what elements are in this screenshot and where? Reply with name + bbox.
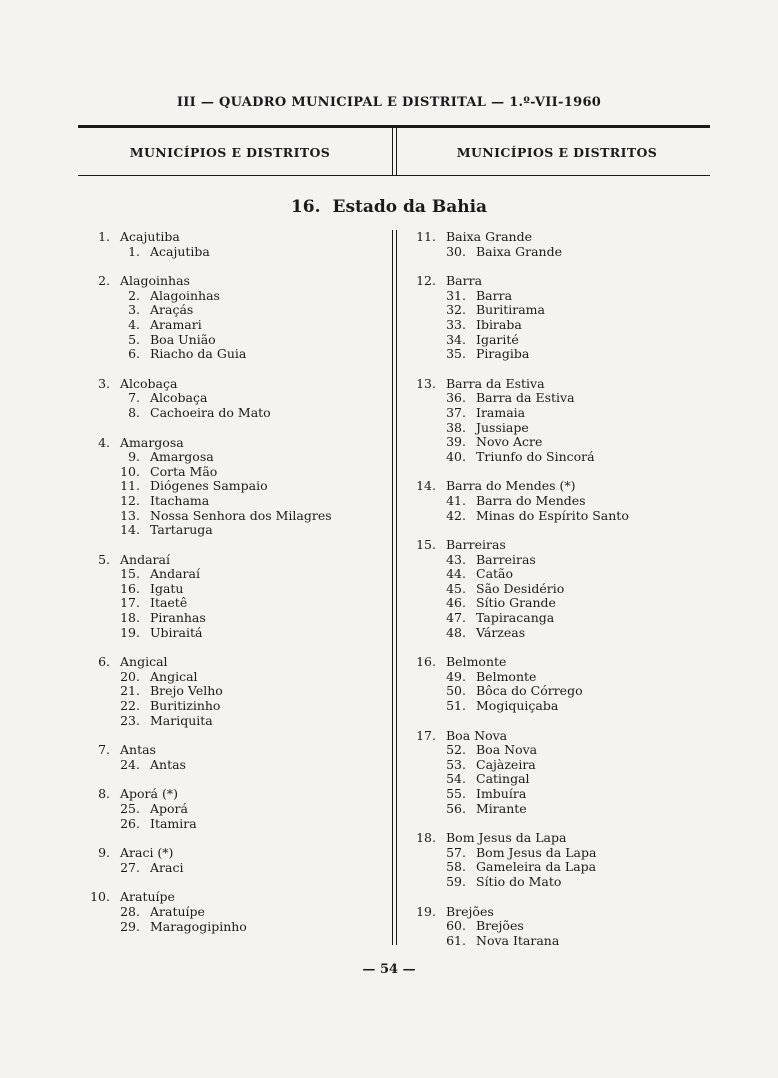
district-name: Araci xyxy=(150,859,184,875)
district-name: Novo Acre xyxy=(476,434,543,450)
district-number: 51. xyxy=(446,698,466,714)
municipality-name: Alagoinhas xyxy=(120,273,190,289)
municipality-number: 3. xyxy=(98,375,110,391)
district-line xyxy=(82,347,382,362)
district-line xyxy=(82,758,382,773)
municipality-line xyxy=(408,230,708,245)
municipality-entry xyxy=(82,436,382,538)
district-name: Cachoeira do Mato xyxy=(150,404,271,420)
municipality-entry xyxy=(408,831,708,889)
district-number: 21. xyxy=(120,683,140,699)
district-line xyxy=(408,347,708,362)
district-name: Acajutiba xyxy=(150,243,210,259)
municipality-number: 16. xyxy=(416,654,436,670)
district-name: Tartaruga xyxy=(150,522,213,538)
district-line xyxy=(82,567,382,582)
district-number: 38. xyxy=(446,419,466,435)
state-number: 16. xyxy=(290,197,321,217)
header-rule-thin xyxy=(78,175,710,176)
district-number: 4. xyxy=(128,316,140,332)
district-name: Buritizinho xyxy=(150,698,221,714)
district-number: 40. xyxy=(446,448,466,464)
district-number: 5. xyxy=(128,331,140,347)
district-line xyxy=(408,245,708,260)
district-name: Baixa Grande xyxy=(476,243,562,259)
district-name: Araçás xyxy=(150,302,194,318)
municipality-number: 6. xyxy=(98,654,110,670)
municipality-line xyxy=(82,230,382,245)
municipality-line xyxy=(408,274,708,289)
municipality-name: Acajutiba xyxy=(120,229,180,244)
district-line xyxy=(82,817,382,832)
district-line xyxy=(82,523,382,538)
municipality-name: Alcobaça xyxy=(120,375,178,391)
district-number: 27. xyxy=(120,859,140,875)
municipality-entry xyxy=(408,729,708,817)
district-line xyxy=(408,421,708,436)
municipality-name: Boa Nova xyxy=(446,727,508,743)
district-name: Barra xyxy=(476,287,513,303)
municipality-entry xyxy=(408,905,708,949)
district-name: Cajàzeira xyxy=(476,756,536,772)
municipality-number: 5. xyxy=(98,551,110,567)
district-line xyxy=(408,846,708,861)
municipality-line xyxy=(408,905,708,920)
municipality-number: 17. xyxy=(416,727,436,743)
municipality-name: Barreiras xyxy=(446,537,506,553)
municipality-name: Baixa Grande xyxy=(446,229,532,244)
municipality-name: Barra xyxy=(446,273,483,289)
header-divider xyxy=(396,128,397,175)
district-name: Aramari xyxy=(150,316,202,332)
district-name: Catingal xyxy=(476,771,530,787)
district-line xyxy=(408,567,708,582)
district-number: 39. xyxy=(446,434,466,450)
district-number: 48. xyxy=(446,624,466,640)
district-number: 18. xyxy=(120,610,140,626)
municipality-entry xyxy=(82,377,382,421)
state-name: Estado da Bahia xyxy=(332,197,488,217)
district-line xyxy=(408,919,708,934)
municipality-line xyxy=(408,479,708,494)
district-name: Alagoinhas xyxy=(150,287,220,303)
district-number: 7. xyxy=(128,390,140,406)
district-number: 32. xyxy=(446,302,466,318)
district-name: Nossa Senhora dos Milagres xyxy=(150,507,332,523)
municipality-number: 2. xyxy=(98,273,110,289)
municipality-entry xyxy=(82,846,382,875)
district-number: 49. xyxy=(446,668,466,684)
municipality-number: 14. xyxy=(416,478,436,494)
district-number: 55. xyxy=(446,786,466,801)
district-number: 46. xyxy=(446,595,466,611)
municipality-number: 4. xyxy=(98,434,110,450)
district-number: 14. xyxy=(120,522,140,538)
district-name: Mariquita xyxy=(150,712,213,728)
district-line xyxy=(408,509,708,524)
district-number: 52. xyxy=(446,742,466,758)
district-name: Sítio do Mato xyxy=(476,873,562,889)
district-number: 54. xyxy=(446,771,466,787)
municipality-number: 12. xyxy=(416,273,436,289)
municipality-number: 8. xyxy=(98,786,110,802)
district-name: Buritirama xyxy=(476,302,545,318)
municipality-line xyxy=(408,655,708,670)
district-line xyxy=(408,318,708,333)
district-name: Tapiracanga xyxy=(476,610,555,626)
municipality-line xyxy=(408,377,708,392)
page-number: — 54 — xyxy=(362,962,416,977)
district-number: 47. xyxy=(446,610,466,626)
district-name: Igatu xyxy=(150,580,184,596)
district-name: Itaetê xyxy=(150,595,188,611)
district-number: 44. xyxy=(446,566,466,582)
district-name: Piragiba xyxy=(476,346,530,362)
district-number: 41. xyxy=(446,492,466,508)
district-name: Iramaia xyxy=(476,404,526,420)
district-line xyxy=(82,509,382,524)
header-divider xyxy=(392,128,393,175)
municipality-line xyxy=(408,729,708,744)
district-number: 34. xyxy=(446,331,466,347)
district-line xyxy=(82,905,382,920)
district-number: 16. xyxy=(120,580,140,596)
district-line xyxy=(408,934,708,949)
district-number: 13. xyxy=(120,507,140,523)
municipality-entry xyxy=(408,655,708,713)
district-name: Angical xyxy=(150,668,198,684)
municipality-entry xyxy=(408,377,708,465)
district-name: Corta Mão xyxy=(150,463,218,479)
district-name: Antas xyxy=(150,756,186,772)
municipality-line xyxy=(82,436,382,451)
district-number: 24. xyxy=(120,756,140,772)
district-line xyxy=(408,333,708,348)
district-number: 42. xyxy=(446,507,466,523)
district-number: 15. xyxy=(120,566,140,582)
district-line xyxy=(82,245,382,260)
district-line xyxy=(82,465,382,480)
district-name: Andaraí xyxy=(150,566,200,582)
municipality-number: 1. xyxy=(98,229,110,244)
district-number: 28. xyxy=(120,903,140,919)
district-number: 19. xyxy=(120,624,140,640)
district-number: 30. xyxy=(446,243,466,259)
municipality-name: Amargosa xyxy=(120,434,184,450)
district-name: Mirante xyxy=(476,800,527,816)
district-line xyxy=(408,596,708,611)
municipality-name: Barra do Mendes (*) xyxy=(446,478,576,494)
municipality-name: Brejões xyxy=(446,903,494,919)
district-number: 33. xyxy=(446,316,466,332)
district-line xyxy=(408,435,708,450)
district-number: 12. xyxy=(120,492,140,508)
district-line xyxy=(408,860,708,875)
district-number: 2. xyxy=(128,287,140,303)
municipality-name: Belmonte xyxy=(446,654,507,670)
district-line xyxy=(408,626,708,641)
district-line xyxy=(82,318,382,333)
municipality-name: Araci (*) xyxy=(120,845,174,861)
district-line xyxy=(82,684,382,699)
column-divider xyxy=(396,230,397,945)
district-line xyxy=(408,450,708,465)
municipality-entry xyxy=(408,274,708,362)
municipality-number: 11. xyxy=(416,229,436,244)
district-line xyxy=(82,596,382,611)
district-line xyxy=(408,553,708,568)
district-line xyxy=(82,406,382,421)
district-name: Mogiquiçaba xyxy=(476,698,559,714)
municipality-entry xyxy=(82,743,382,772)
district-line xyxy=(408,391,708,406)
district-line xyxy=(82,479,382,494)
district-name: Aratuípe xyxy=(150,903,205,919)
right-column xyxy=(408,230,708,963)
district-line xyxy=(82,391,382,406)
district-line xyxy=(408,289,708,304)
district-name: Catão xyxy=(476,566,514,582)
district-number: 6. xyxy=(128,346,140,362)
district-number: 20. xyxy=(120,668,140,684)
district-name: Belmonte xyxy=(476,668,537,684)
district-name: Boa União xyxy=(150,331,216,347)
district-line xyxy=(408,611,708,626)
district-number: 58. xyxy=(446,859,466,875)
district-name: Bom Jesus da Lapa xyxy=(476,844,597,860)
district-name: Amargosa xyxy=(150,449,214,465)
district-name: Igarité xyxy=(476,331,519,347)
column-heading-right: MUNICÍPIOS E DISTRITOS xyxy=(456,145,658,160)
municipality-entry xyxy=(408,230,708,259)
municipality-entry xyxy=(82,890,382,934)
district-line xyxy=(82,303,382,318)
municipality-entry xyxy=(82,787,382,831)
municipality-name: Angical xyxy=(120,654,168,670)
district-name: Sítio Grande xyxy=(476,595,556,611)
municipality-entry xyxy=(82,230,382,259)
district-line xyxy=(82,289,382,304)
district-number: 36. xyxy=(446,390,466,406)
state-title xyxy=(0,197,778,217)
district-name: Várzeas xyxy=(476,624,526,640)
municipality-number: 13. xyxy=(416,375,436,391)
column-heading-left: MUNICÍPIOS E DISTRITOS xyxy=(129,145,331,160)
district-number: 35. xyxy=(446,346,466,362)
district-number: 1. xyxy=(128,243,140,259)
district-number: 60. xyxy=(446,918,466,934)
municipality-number: 7. xyxy=(98,742,110,758)
header-rule-thick xyxy=(78,125,710,128)
district-number: 10. xyxy=(120,463,140,479)
district-name: Itamira xyxy=(150,815,197,831)
district-number: 45. xyxy=(446,580,466,596)
column-divider xyxy=(392,230,393,945)
district-number: 29. xyxy=(120,918,140,934)
district-name: Barra da Estiva xyxy=(476,390,575,406)
municipality-name: Andaraí xyxy=(120,551,170,567)
district-number: 22. xyxy=(120,698,140,714)
municipality-name: Antas xyxy=(120,742,156,758)
district-number: 31. xyxy=(446,287,466,303)
district-number: 59. xyxy=(446,873,466,889)
municipality-number: 19. xyxy=(416,903,436,919)
district-number: 26. xyxy=(120,815,140,831)
district-name: Piranhas xyxy=(150,610,206,626)
district-line xyxy=(408,582,708,597)
district-name: Barreiras xyxy=(476,551,536,567)
district-line xyxy=(408,699,708,714)
page-header: III — QUADRO MUNICIPAL E DISTRITAL — 1.º-VII-1960 xyxy=(176,95,602,110)
municipality-entry xyxy=(82,655,382,728)
left-column xyxy=(82,230,382,949)
district-name: Bôca do Córrego xyxy=(476,683,583,699)
municipality-name: Bom Jesus da Lapa xyxy=(446,830,567,846)
municipality-name: Aratuípe xyxy=(120,889,175,905)
municipality-entry xyxy=(82,553,382,641)
district-line xyxy=(82,626,382,641)
district-number: 3. xyxy=(128,302,140,318)
district-number: 9. xyxy=(128,449,140,465)
district-name: Ubiraitá xyxy=(150,624,203,640)
district-line xyxy=(408,684,708,699)
district-name: Diógenes Sampaio xyxy=(150,478,268,494)
district-name: Riacho da Guia xyxy=(150,346,247,362)
district-line xyxy=(82,670,382,685)
district-number: 11. xyxy=(120,478,140,494)
district-number: 56. xyxy=(446,800,466,816)
district-name: Boa Nova xyxy=(476,742,538,758)
municipality-number: 9. xyxy=(98,845,110,861)
municipality-line xyxy=(82,655,382,670)
municipality-entry xyxy=(82,274,382,362)
municipality-line xyxy=(82,553,382,568)
municipality-line xyxy=(82,787,382,802)
district-name: Ibiraba xyxy=(476,316,522,332)
district-line xyxy=(82,333,382,348)
municipality-entry xyxy=(408,479,708,523)
municipality-line xyxy=(408,831,708,846)
district-number: 57. xyxy=(446,844,466,860)
district-line xyxy=(408,494,708,509)
municipality-line xyxy=(82,274,382,289)
district-line xyxy=(408,802,708,817)
district-name: Alcobaça xyxy=(150,390,208,406)
municipality-line xyxy=(82,846,382,861)
district-line xyxy=(408,406,708,421)
district-line xyxy=(408,772,708,787)
district-number: 53. xyxy=(446,756,466,772)
district-number: 50. xyxy=(446,683,466,699)
municipality-line xyxy=(408,538,708,553)
district-name: São Desidério xyxy=(476,580,565,596)
district-line xyxy=(408,787,708,802)
municipality-number: 10. xyxy=(90,889,110,905)
district-line xyxy=(82,802,382,817)
district-line xyxy=(408,758,708,773)
municipality-number: 18. xyxy=(416,830,436,846)
district-line xyxy=(82,699,382,714)
district-line xyxy=(82,920,382,935)
district-line xyxy=(408,875,708,890)
district-number: 43. xyxy=(446,551,466,567)
district-number: 61. xyxy=(446,932,466,948)
municipality-name: Barra da Estiva xyxy=(446,375,545,391)
district-line xyxy=(82,611,382,626)
district-line xyxy=(82,714,382,729)
district-line xyxy=(82,450,382,465)
district-name: Jussiape xyxy=(476,419,529,435)
district-number: 37. xyxy=(446,404,466,420)
district-name: Brejões xyxy=(476,918,524,934)
district-number: 23. xyxy=(120,712,140,728)
municipality-entry xyxy=(408,538,708,640)
district-name: Barra do Mendes xyxy=(476,492,586,508)
district-name: Imbuíra xyxy=(476,786,527,801)
district-line xyxy=(408,743,708,758)
municipality-number: 15. xyxy=(416,537,436,553)
district-name: Minas do Espírito Santo xyxy=(476,507,629,523)
district-name: Brejo Velho xyxy=(150,683,223,699)
municipality-name: Aporá (*) xyxy=(120,786,178,802)
district-name: Nova Itarana xyxy=(476,932,560,948)
district-name: Maragogipinho xyxy=(150,918,247,934)
municipality-line xyxy=(82,743,382,758)
district-name: Itachama xyxy=(150,492,210,508)
district-line xyxy=(408,303,708,318)
municipality-line xyxy=(82,890,382,905)
district-line xyxy=(82,494,382,509)
district-line xyxy=(408,670,708,685)
district-line xyxy=(82,861,382,876)
district-number: 17. xyxy=(120,595,140,611)
district-line xyxy=(82,582,382,597)
district-number: 25. xyxy=(120,801,140,816)
district-name: Triunfo do Sincorá xyxy=(476,448,595,464)
district-name: Gameleira da Lapa xyxy=(476,859,597,875)
district-name: Aporá xyxy=(150,801,188,816)
municipality-line xyxy=(82,377,382,392)
district-number: 8. xyxy=(128,404,140,420)
